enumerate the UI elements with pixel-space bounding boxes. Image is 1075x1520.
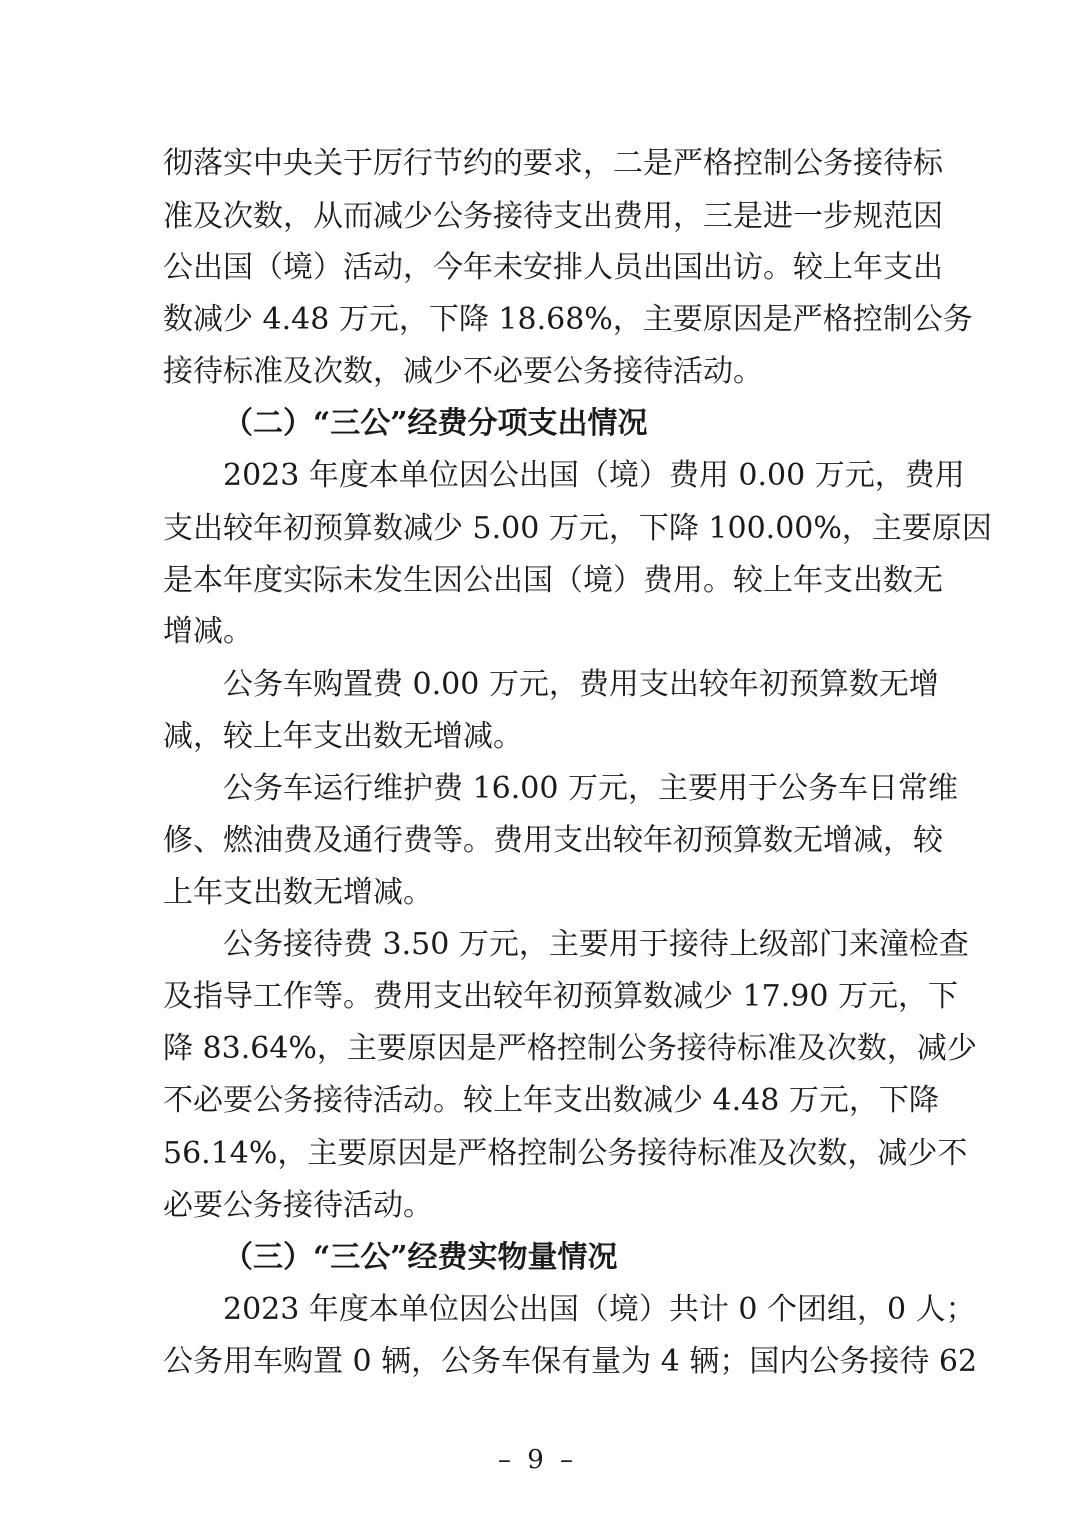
text-line: 公务车购置费 0.00 万元，费用支出较年初预算数无增: [223, 667, 939, 702]
text-line: 公出国（境）活动，今年未安排人员出国出访。较上年支出: [163, 250, 943, 285]
text-line: 支出较年初预算数减少 5.00 万元，下降 100.00%，主要原因: [163, 511, 992, 546]
text-line: 公务接待费 3.50 万元，主要用于接待上级部门来潼检查: [223, 927, 969, 962]
section-heading: （三）“三公”经费实物量情况: [223, 1240, 618, 1275]
text-line: 56.14%，主要原因是严格控制公务接待标准及次数，减少不: [163, 1136, 968, 1171]
text-line: 公务车运行维护费 16.00 万元，主要用于公务车日常维: [223, 771, 958, 806]
text-line: 数减少 4.48 万元，下降 18.68%，主要原因是严格控制公务: [163, 302, 973, 337]
text-line: 修、燃油费及通行费等。费用支出较年初预算数无增减，较: [163, 823, 943, 858]
text-line: 及指导工作等。费用支出较年初预算数减少 17.90 万元，下: [163, 979, 958, 1014]
text-line: 降 83.64%，主要原因是严格控制公务接待标准及次数，减少: [163, 1031, 977, 1066]
text-line: 必要公务接待活动。: [163, 1188, 433, 1223]
section-heading: （二）“三公”经费分项支出情况: [223, 406, 648, 441]
text-line: 公务用车购置 0 辆，公务车保有量为 4 辆；国内公务接待 62: [163, 1344, 978, 1379]
text-line: 2023 年度本单位因公出国（境）费用 0.00 万元，费用: [223, 458, 965, 493]
text-line: 增减。: [163, 614, 253, 649]
text-line: 2023 年度本单位因公出国（境）共计 0 个团组，0 人；: [223, 1292, 976, 1327]
page-number: – 9 –: [497, 1445, 578, 1475]
text-line: 减，较上年支出数无增减。: [163, 719, 523, 754]
text-line: 准及次数，从而减少公务接待支出费用，三是进一步规范因: [163, 199, 943, 234]
text-line: 接待标准及次数，减少不必要公务接待活动。: [163, 354, 763, 389]
text-line: 上年支出数无增减。: [163, 875, 433, 910]
text-line: 是本年度实际未发生因公出国（境）费用。较上年支出数无: [163, 563, 943, 598]
text-line: 彻落实中央关于厉行节约的要求，二是严格控制公务接待标: [163, 146, 943, 181]
text-line: 不必要公务接待活动。较上年支出数减少 4.48 万元，下降: [163, 1083, 939, 1118]
